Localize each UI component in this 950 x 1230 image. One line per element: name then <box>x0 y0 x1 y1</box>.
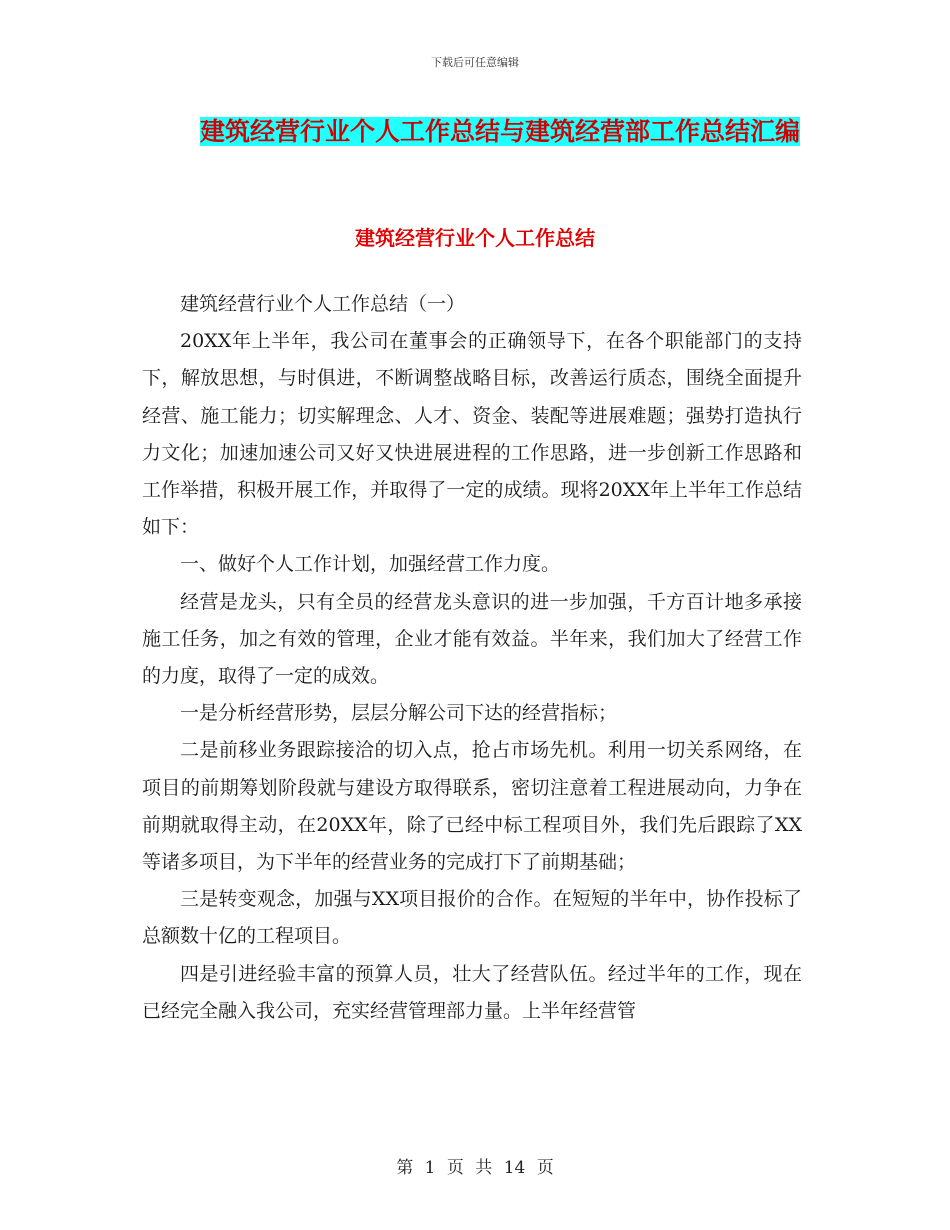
section-title: 建筑经营行业个人工作总结 <box>355 226 595 250</box>
document-title <box>150 108 850 156</box>
paragraph: 经营是龙头，只有全员的经营龙头意识的进一步加强，千方百计地多承接施工任务，加之有效的管理，企业才能有效益。半年来，我们加大了经营工作的力度，取得了一定的成效。 <box>142 590 802 688</box>
paragraph: 建筑经营行业个人工作总结（一） <box>180 293 466 315</box>
header-note: 下载后可任意编辑 <box>431 56 519 69</box>
document-body <box>142 286 802 1030</box>
paragraph: 20XX年上半年，我公司在董事会的正确领导下，在各个职能部门的支持下，解放思想，与时俱进，不断调整战略目标，改善运行质态，围绕全面提升经营、施工能力；切实解理念、人才、资金、装配等进展难题；强势打造执行力文化；加速加速公司又好又快进展进程的工作思路，进一步创新工作思路和工作举措，积极开展工作，并取得了一定的成绩。现将20XX年上半年工作总结如下： <box>142 330 802 539</box>
document-title-text: 建筑经营行业个人工作总结与建筑经营部工作总结汇编 <box>199 117 800 146</box>
paragraph: 三是转变观念，加强与XX项目报价的合作。在短短的半年中，协作投标了总额数十亿的工程项目。 <box>142 888 802 948</box>
page-number-footer: 第 1 页 共 14 页 <box>396 1158 554 1178</box>
paragraph: 一、做好个人工作计划，加强经营工作力度。 <box>180 553 561 576</box>
paragraph: 四是引进经验丰富的预算人员，壮大了经营队伍。经过半年的工作，现在已经完全融入我公司，充实经营管理部力量。上半年经营管 <box>142 962 802 1022</box>
paragraph: 二是前移业务跟踪接洽的切入点，抢占市场先机。利用一切关系网络，在项目的前期筹划阶段就与建设方取得联系，密切注意着工程进展动向，力争在前期就取得主动，在20XX年，除了已经中标工程项目外，我们先后跟踪了XX等诸多项目，为下半年的经营业务的完成打下了前期基础； <box>142 739 802 874</box>
paragraph: 一是分析经营形势，层层分解公司下达的经营指标； <box>180 702 618 725</box>
